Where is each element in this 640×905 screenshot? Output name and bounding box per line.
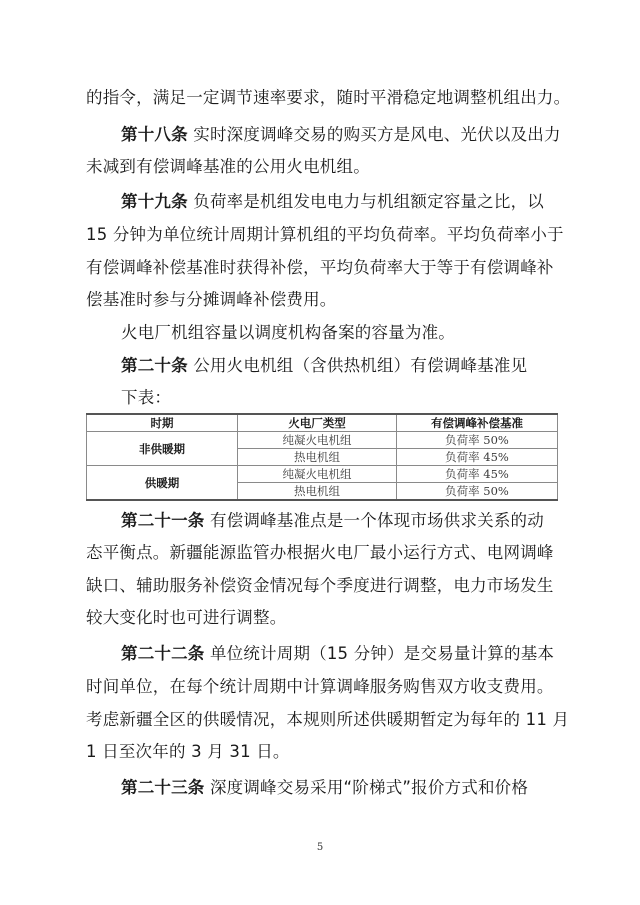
- article-18: [121, 125, 561, 145]
- table-header-row: [87, 414, 558, 432]
- benchmark-table: [86, 413, 558, 501]
- paragraph-line: 未减到有偿调峰基准的公用火电机组。: [86, 157, 370, 176]
- article-23: [121, 778, 558, 798]
- article-text: 深度调峰交易采用“阶梯式”报价方式和价格: [209, 778, 529, 797]
- period-cell: 非供暖期: [87, 432, 238, 466]
- table-row: [87, 432, 558, 449]
- benchmark-cell: 负荷率 45%: [397, 449, 558, 466]
- article-text: 实时深度调峰交易的购买方是风电、光伏以及出力: [193, 125, 561, 144]
- article-title: 第二十三条: [121, 778, 205, 797]
- article-title: 第十八条: [121, 125, 188, 144]
- benchmark-cell: 负荷率 50%: [397, 432, 558, 449]
- plant-type-cell: 纯凝火电机组: [238, 466, 397, 483]
- plant-type-cell: 纯凝火电机组: [238, 432, 397, 449]
- paragraph-line: 1 日至次年的 3 月 31 日。: [86, 742, 290, 761]
- paragraph-line: 有偿调峰补偿基准时获得补偿，平均负荷率大于等于有偿调峰补: [86, 258, 554, 277]
- article-title: 第二十一条: [121, 511, 205, 530]
- plant-type-cell: 热电机组: [238, 449, 397, 466]
- header-benchmark: 有偿调峰补偿基准: [397, 414, 558, 432]
- paragraph-line: 下表：: [121, 388, 172, 407]
- article-20: [121, 356, 558, 376]
- header-plant-type: 火电厂类型: [238, 414, 397, 432]
- header-period: 时期: [87, 414, 238, 432]
- article-19: [121, 192, 558, 212]
- article-text: 单位统计周期（15 分钟）是交易量计算的基本: [209, 644, 555, 663]
- article-title: 第十九条: [121, 192, 188, 211]
- page-number: 5: [316, 842, 324, 853]
- benchmark-cell: 负荷率 50%: [397, 483, 558, 501]
- paragraph-line: 考虑新疆全区的供暖情况，本规则所述供暖期暂定为每年的 11 月: [86, 710, 570, 729]
- paragraph-line: 火电厂机组容量以调度机构备案的容量为准。: [121, 323, 455, 342]
- paragraph-line: 较大变化时也可进行调整。: [86, 608, 287, 627]
- paragraph-line: 15 分钟为单位统计周期计算机组的平均负荷率。平均负荷率小于: [86, 225, 564, 244]
- paragraph-line: 的指令，满足一定调节速率要求，随时平滑稳定地调整机组出力。: [86, 88, 571, 107]
- article-text: 公用火电机组（含供热机组）有偿调峰基准见: [193, 356, 528, 375]
- article-title: 第二十二条: [121, 644, 205, 663]
- plant-type-cell: 热电机组: [238, 483, 397, 501]
- paragraph-line: 缺口、辅助服务补偿资金情况每个季度进行调整，电力市场发生: [86, 576, 554, 595]
- article-text: 有偿调峰基准点是一个体现市场供求关系的动: [209, 511, 544, 530]
- article-text: 负荷率是机组发电电力与机组额定容量之比，以: [193, 192, 544, 211]
- article-title: 第二十条: [121, 356, 188, 375]
- paragraph-line: 态平衡点。新疆能源监管办根据火电厂最小运行方式、电网调峰: [86, 543, 554, 562]
- article-22: [121, 644, 558, 664]
- paragraph-line: 时间单位，在每个统计周期中计算调峰服务购售双方收支费用。: [86, 677, 554, 696]
- paragraph-line: 偿基准时参与分摊调峰补偿费用。: [86, 290, 337, 309]
- article-21: [121, 511, 558, 531]
- table-row: [87, 466, 558, 483]
- period-cell: 供暖期: [87, 466, 238, 501]
- benchmark-cell: 负荷率 45%: [397, 466, 558, 483]
